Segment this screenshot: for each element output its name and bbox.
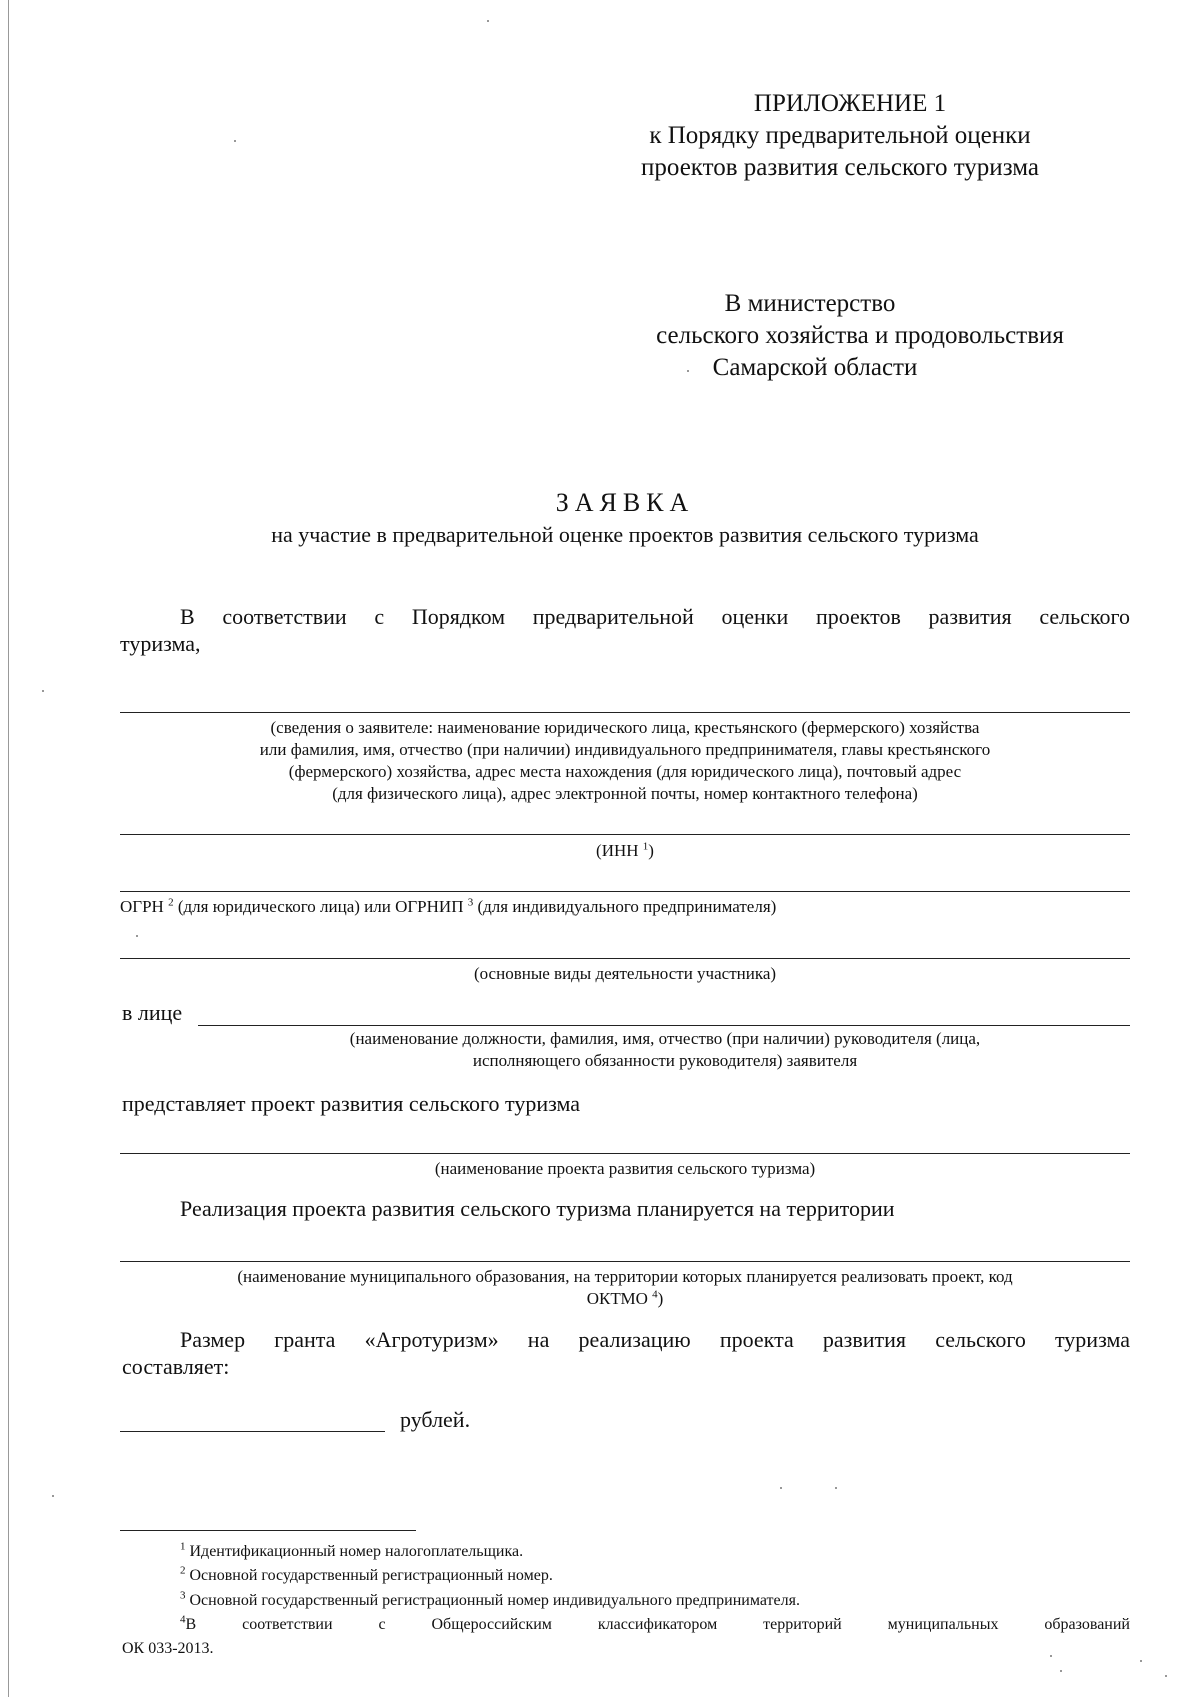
territory-caption (120, 1266, 1130, 1310)
ogrn-input-line[interactable] (120, 891, 1130, 892)
territory-text: Реализация проекта развития сельского туризма планируется на территории (180, 1196, 895, 1221)
scan-speck (1140, 1660, 1142, 1662)
grant-amount-input-line[interactable] (120, 1431, 385, 1432)
heading-subtitle: на участие в предварительной оценке проектов развития сельского туризма (271, 522, 979, 547)
represented-by-caption-line-2: исполняющего обязанности руководителя) заявителя (472, 1051, 858, 1070)
footnote-2 (180, 1565, 553, 1587)
grant-line-1: Размер гранта «Агротуризм» на реализацию проекта развития сельского туризма (180, 1327, 1130, 1352)
oktmo-close: ) (657, 1289, 664, 1308)
scan-speck (687, 370, 689, 372)
scan-speck (42, 690, 44, 692)
footnote-4-continuation: ОК 033-2013. (122, 1640, 214, 1657)
represented-by-input-line[interactable] (198, 1025, 1130, 1026)
represented-by-caption (200, 1028, 1130, 1072)
territory-caption-line-2 (120, 1288, 1130, 1310)
addressee-line-1: В министерство (724, 290, 896, 317)
territory-input-line[interactable] (120, 1261, 1130, 1262)
ogrn-footnote-ref: 2 (168, 896, 174, 909)
ogrnip-text: (для индивидуального предпринимателя) (473, 897, 777, 916)
scan-speck (780, 1487, 782, 1489)
ogrnip-footnote-ref: 3 (467, 896, 474, 909)
inn-input-line[interactable] (120, 834, 1130, 835)
project-caption: (наименование проекта развития сельского туризма) (434, 1159, 816, 1178)
scan-speck (1060, 1670, 1062, 1672)
applicant-caption (120, 717, 1130, 805)
ogrn-label: ОГРН (120, 897, 169, 916)
annex-block (600, 88, 1080, 184)
applicant-input-line[interactable] (120, 712, 1130, 713)
footnote-3-text: Основной государственный регистрационный номер индивидуального предпринимателя. (189, 1592, 800, 1609)
footnote-4-text: В соответствии с Общероссийским классификатором территорий муниципальных образований (185, 1616, 1130, 1633)
scan-speck (136, 935, 138, 937)
inn-caption (120, 840, 1130, 862)
intro-line-1: В соответствии с Порядком предварительной оценки проектов развития сельского (180, 604, 1130, 629)
inn-caption-close: ) (648, 841, 654, 860)
scan-speck (835, 1487, 837, 1489)
applicant-caption-line-3: (фермерского) хозяйства, адрес места нахождения (для юридического лица), почтовый адрес (288, 762, 962, 781)
scan-speck (234, 140, 236, 142)
footnote-2-num: 2 (180, 1564, 186, 1577)
addressee-line-2: сельского хозяйства и продовольствия (656, 322, 1064, 349)
addressee-block (600, 288, 1120, 384)
ogrn-caption (120, 896, 776, 918)
applicant-caption-line-1: (сведения о заявителе: наименование юридического лица, крестьянского (фермерского) хозяйства (270, 718, 980, 737)
represented-by-caption-line-1: (наименование должности, фамилия, имя, отчество (при наличии) руководителя (лица, (349, 1029, 981, 1048)
activities-input-line[interactable] (120, 958, 1130, 959)
grant-line-2: составляет: (122, 1354, 230, 1379)
oktmo-label: ОКТМО (586, 1289, 653, 1308)
scan-speck (487, 20, 489, 22)
oktmo-footnote-ref: 4 (652, 1288, 658, 1301)
annex-line-2: к Порядку предварительной оценки (649, 122, 1031, 149)
annex-title: ПРИЛОЖЕНИЕ 1 (753, 90, 947, 117)
applicant-caption-line-4: (для физического лица), адрес электронной почты, номер контактного телефона) (332, 784, 918, 803)
footnote-4-num: 4 (180, 1613, 186, 1626)
footnote-separator (120, 1530, 416, 1531)
project-text: представляет проект развития сельского туризма (122, 1091, 581, 1116)
scan-speck (52, 1495, 54, 1497)
heading-title: ЗАЯВКА (555, 488, 695, 517)
represented-by-label: в лице (122, 1000, 183, 1025)
scan-speck (1165, 1675, 1167, 1677)
grant-amount-unit: рублей. (400, 1407, 471, 1432)
footnote-4 (180, 1614, 1130, 1636)
footnote-1 (180, 1541, 523, 1563)
footnote-3-num: 3 (180, 1589, 186, 1602)
footnote-1-text: Идентификационный номер налогоплательщика. (189, 1543, 524, 1560)
scan-speck (1050, 1655, 1052, 1657)
footnote-1-num: 1 (180, 1540, 186, 1553)
activities-caption: (основные виды деятельности участника) (473, 964, 777, 983)
footnote-2-text: Основной государственный регистрационный номер. (189, 1567, 553, 1584)
inn-caption-text: (ИНН (596, 841, 643, 860)
territory-caption-line-1: (наименование муниципального образования, на территории которых планируется реализовать проект, код (237, 1267, 1013, 1286)
footnote-3 (180, 1590, 800, 1612)
addressee-line-3: Самарской области (712, 354, 918, 381)
intro-line-2: туризма, (120, 631, 201, 656)
applicant-caption-line-2: или фамилия, имя, отчество (при наличии) индивидуального предпринимателя, главы крестьянского (259, 740, 991, 759)
ogrn-text: (для юридического лица) или ОГРНИП (173, 897, 468, 916)
scan-edge-line (8, 0, 9, 1697)
project-input-line[interactable] (120, 1153, 1130, 1154)
annex-line-3: проектов развития сельского туризма (641, 154, 1039, 181)
inn-footnote-ref: 1 (642, 840, 649, 853)
